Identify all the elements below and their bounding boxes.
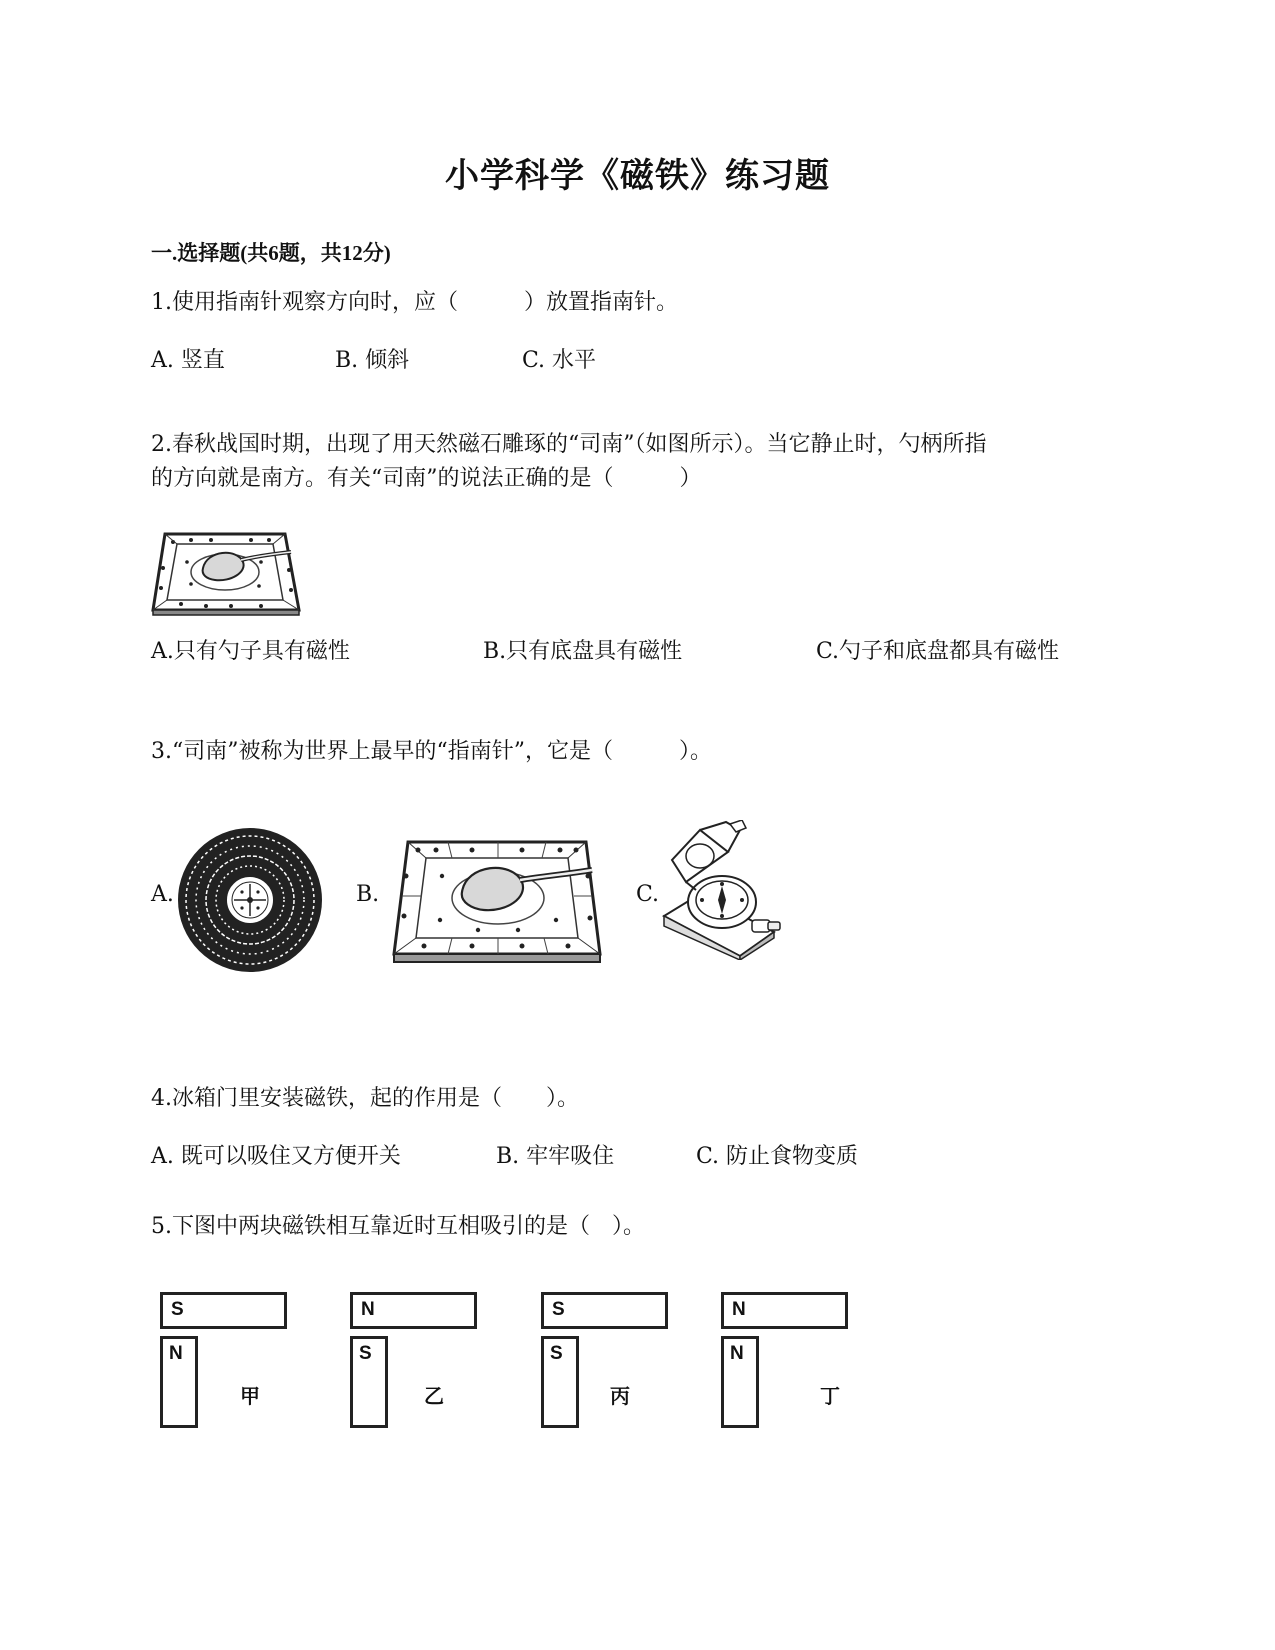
magnet-pair-3-bottom-bar — [541, 1336, 579, 1428]
question-2-text-line-1: 2.春秋战国时期，出现了用天然磁石雕琢的“司南”（如图所示）。当它静止时，勺柄所指 — [151, 432, 987, 457]
lensatic-compass-icon — [656, 820, 792, 960]
magnet-pair-2-top-pole: N — [361, 1299, 375, 1320]
question-4-option-a[interactable]: A. 既可以吸住又方便开关 — [151, 1144, 401, 1169]
luopan-compass-icon — [176, 826, 324, 974]
sinan-spoon-on-board-icon — [388, 836, 606, 964]
magnet-pair-1-bottom-bar — [160, 1336, 198, 1428]
magnet-pair-2-caption: 乙 — [424, 1384, 444, 1408]
magnet-pair-3-top-pole: S — [552, 1299, 565, 1320]
question-4-option-b[interactable]: B. 牢牢吸住 — [496, 1144, 615, 1169]
magnet-pair-4-bottom-bar — [721, 1336, 759, 1428]
magnet-pair-3-caption: 丙 — [610, 1384, 630, 1408]
question-2-option-b[interactable]: B.只有底盘具有磁性 — [483, 639, 683, 664]
magnet-pair-4-top-bar — [721, 1292, 848, 1329]
question-1-text: 1.使用指南针观察方向时，应（ ）放置指南针。 — [151, 290, 678, 315]
magnet-pair-3-top-bar — [541, 1292, 668, 1329]
question-2-text-line-2: 的方向就是南方。有关“司南”的说法正确的是（ ） — [151, 466, 702, 491]
question-1-option-c[interactable]: C. 水平 — [522, 348, 597, 373]
magnet-pair-2-bottom-bar — [350, 1336, 388, 1428]
question-1-option-a[interactable]: A. 竖直 — [151, 348, 225, 373]
magnet-pair-2-top-bar — [350, 1292, 477, 1329]
magnet-pair-2-bottom-pole: S — [359, 1343, 372, 1364]
magnet-pair-1-top-bar — [160, 1292, 287, 1329]
magnet-pair-4-bottom-pole: N — [730, 1343, 744, 1364]
magnet-pair-1-caption: 甲 — [240, 1384, 260, 1408]
question-3-option-b-label[interactable]: B. — [356, 882, 380, 907]
magnet-pair-4-caption: 丁 — [820, 1384, 840, 1408]
question-2-option-a[interactable]: A.只有勺子具有磁性 — [151, 639, 350, 664]
magnet-pair-3-bottom-pole: S — [550, 1343, 563, 1364]
section-heading: 一.选择题(共6题，共12分) — [151, 241, 391, 265]
question-4-text: 4.冰箱门里安装磁铁，起的作用是（ ）。 — [151, 1086, 579, 1111]
question-5-text: 5.下图中两块磁铁相互靠近时互相吸引的是（ ）。 — [151, 1214, 645, 1239]
magnet-pair-1-top-pole: S — [171, 1299, 184, 1320]
question-1-option-b[interactable]: B. 倾斜 — [335, 348, 410, 373]
question-3-text: 3.“司南”被称为世界上最早的“指南针”，它是（ ）。 — [151, 739, 712, 764]
question-3-option-a-label[interactable]: A. — [151, 882, 174, 907]
sinan-spoon-on-board-icon — [151, 528, 301, 616]
magnet-pair-4-top-pole: N — [732, 1299, 746, 1320]
question-2-option-c[interactable]: C.勺子和底盘都具有磁性 — [816, 639, 1060, 664]
magnet-pair-1-bottom-pole: N — [169, 1343, 183, 1364]
question-3-option-c-label[interactable]: C. — [636, 882, 660, 907]
page-title: 小学科学《磁铁》练习题 — [445, 156, 830, 196]
question-4-option-c[interactable]: C. 防止食物变质 — [696, 1144, 859, 1169]
